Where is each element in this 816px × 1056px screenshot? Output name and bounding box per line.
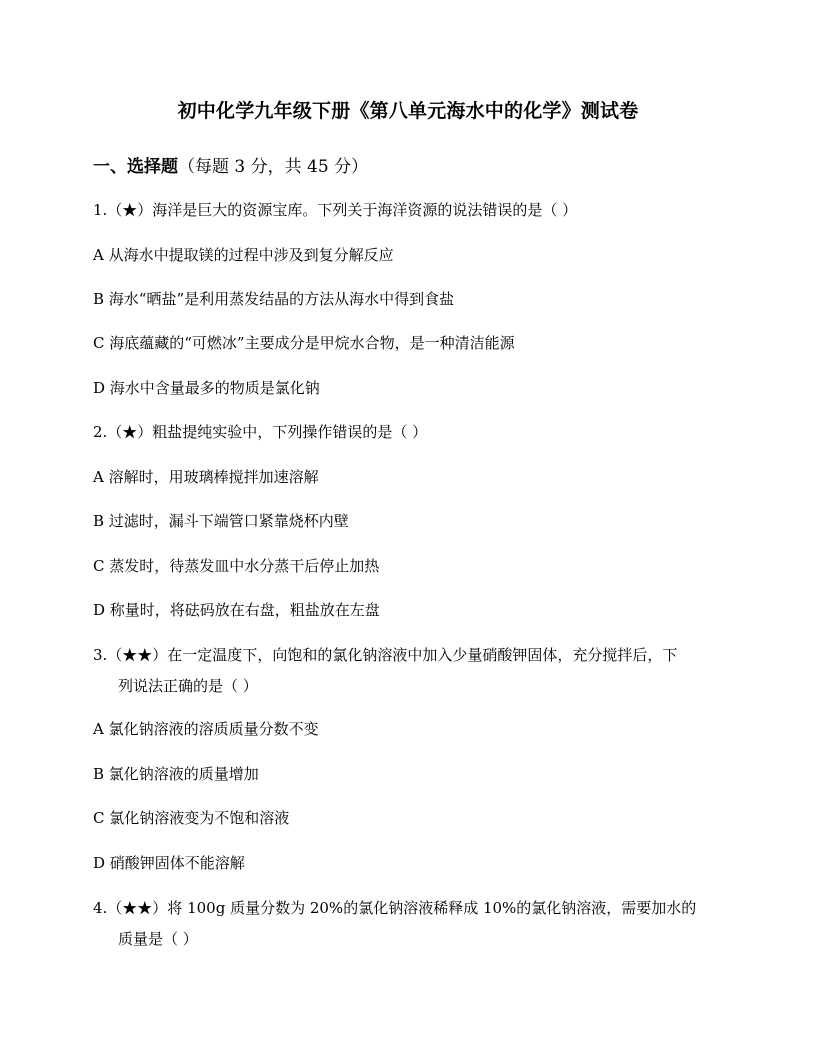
question-3-stem: 3.（★★）在一定温度下，向饱和的氯化钠溶液中加入少量硝酸钾固体，充分搅拌后，下 — [93, 646, 678, 664]
section-name: 一、选择题 — [93, 157, 178, 177]
question-3-option-c: C 氯化钠溶液变为不饱和溶液 — [93, 809, 290, 827]
question-3-option-a: A 氯化钠溶液的溶质质量分数不变 — [93, 720, 319, 738]
section-heading — [93, 152, 368, 177]
question-2-option-a: A 溶解时，用玻璃棒搅拌加速溶解 — [93, 468, 319, 486]
question-3-stem-continuation: 列说法正确的是（ ） — [118, 677, 258, 695]
question-3-option-d: D 硝酸钾固体不能溶解 — [93, 854, 245, 872]
question-3-option-b: B 氯化钠溶液的质量增加 — [93, 765, 259, 783]
question-2-stem: 2.（★）粗盐提纯实验中，下列操作错误的是（ ） — [93, 423, 428, 441]
question-2-option-b: B 过滤时，漏斗下端管口紧靠烧杯内壁 — [93, 512, 349, 530]
question-2-option-c: C 蒸发时，待蒸发皿中水分蒸干后停止加热 — [93, 557, 380, 575]
question-1-stem: 1.（★）海洋是巨大的资源宝库。下列关于海洋资源的说法错误的是（ ） — [93, 201, 578, 219]
question-1-option-d: D 海水中含量最多的物质是氯化钠 — [93, 379, 320, 397]
question-2-option-d: D 称量时，将砝码放在右盘，粗盐放在左盘 — [93, 601, 380, 619]
document-title: 初中化学九年级下册《第八单元海水中的化学》测试卷 — [177, 100, 639, 122]
question-1-option-a: A 从海水中提取镁的过程中涉及到复分解反应 — [93, 246, 394, 264]
question-1-option-b: B 海水“晒盐”是利用蒸发结晶的方法从海水中得到食盐 — [93, 290, 455, 308]
question-4-stem: 4.（★★）将 100g 质量分数为 20%的氯化钠溶液稀释成 10%的氯化钠溶液，需要加水的 — [93, 899, 697, 917]
question-1-option-c: C 海底蕴藏的“可燃冰”主要成分是甲烷水合物，是一种清洁能源 — [93, 334, 515, 352]
section-note: （每题 3 分，共 45 分） — [178, 157, 369, 177]
question-4-stem-continuation: 质量是（ ） — [118, 930, 198, 948]
